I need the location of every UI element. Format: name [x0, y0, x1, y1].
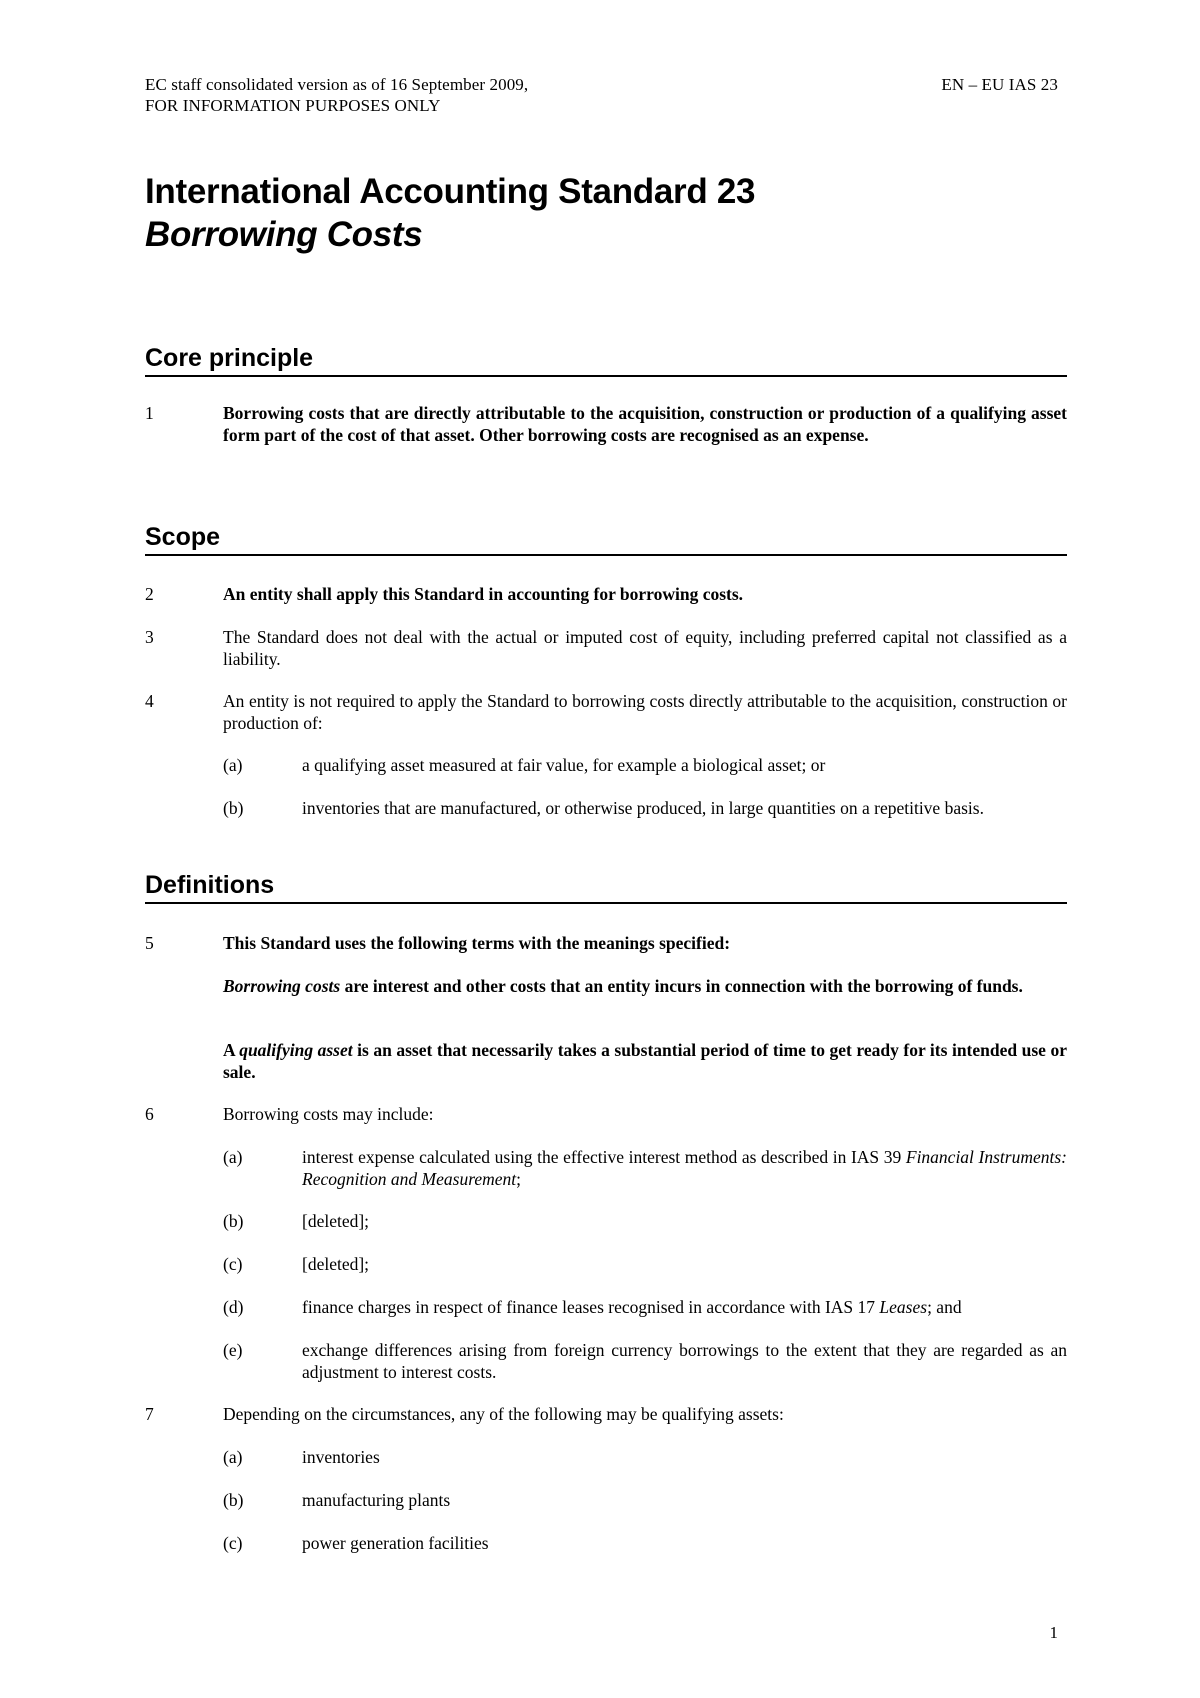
list-item-label: (a)	[223, 1147, 243, 1167]
paragraph-number: 7	[145, 1404, 154, 1424]
paragraph-text: Borrowing costs may include:	[223, 1104, 434, 1124]
referenced-standard-title: Leases	[879, 1297, 928, 1317]
definition-text: are interest and other costs that an entity incurs in connection with the borrowing of funds.	[340, 976, 1023, 996]
definition-qualifying-asset	[145, 1039, 1067, 1083]
paragraph-number: 3	[145, 627, 154, 647]
header-version-line: EC staff consolidated version as of 16 September 2009,	[145, 75, 529, 94]
definition-text: is an asset that necessarily takes a substantial period of time to get ready for its intended use or sale.	[223, 1040, 1067, 1082]
list-item-text: inventories	[302, 1447, 380, 1467]
list-item-text: exchange differences arising from foreign currency borrowings to the extent that they are regarded as an adjustment to interest costs.	[302, 1340, 1067, 1382]
list-item-7b	[223, 1489, 1067, 1511]
list-item-7c	[223, 1532, 1067, 1554]
paragraph-number: 1	[145, 403, 154, 423]
paragraph-text: This Standard uses the following terms with the meanings specified:	[223, 933, 731, 953]
list-item-label: (d)	[223, 1297, 244, 1317]
paragraph-5	[145, 932, 1067, 954]
paragraph-text: Borrowing costs that are directly attributable to the acquisition, construction or production of a qualifying asset form part of the cost of that asset. Other borrowing costs are recognised as an expense.	[223, 403, 1067, 445]
list-item-label: (b)	[223, 798, 244, 818]
paragraph-1	[145, 402, 1067, 446]
section-heading-definitions: Definitions	[145, 870, 1067, 904]
list-item-6e	[223, 1339, 1067, 1383]
paragraph-text: An entity shall apply this Standard in accounting for borrowing costs.	[223, 584, 744, 604]
list-item-text: manufacturing plants	[302, 1490, 451, 1510]
paragraph-2	[145, 583, 1067, 605]
list-item-label: (c)	[223, 1254, 243, 1274]
paragraph-text: An entity is not required to apply the Standard to borrowing costs directly attributable to the acquisition, construction or production of:	[223, 691, 1067, 733]
paragraph-4	[145, 690, 1067, 734]
paragraph-text: Depending on the circumstances, any of the following may be qualifying assets:	[223, 1404, 784, 1424]
header-left	[145, 74, 528, 116]
list-item-text: [deleted];	[302, 1211, 370, 1231]
list-item-label: (e)	[223, 1340, 243, 1360]
definition-prefix: A	[223, 1040, 240, 1060]
page-title	[145, 170, 755, 256]
list-item-text: a qualifying asset measured at fair value, for example a biological asset; or	[302, 755, 826, 775]
paragraph-number: 5	[145, 933, 154, 953]
section-heading-core-principle: Core principle	[145, 343, 1067, 377]
page-number: 1	[1049, 1623, 1058, 1642]
header-info-line: FOR INFORMATION PURPOSES ONLY	[145, 96, 441, 115]
paragraph-7	[145, 1403, 1067, 1425]
defined-term: qualifying asset	[239, 1040, 353, 1060]
list-item-4a	[223, 754, 1067, 776]
list-item-text: power generation facilities	[302, 1533, 489, 1553]
paragraph-number: 2	[145, 584, 154, 604]
paragraph-3	[145, 626, 1067, 670]
list-item-text: [deleted];	[302, 1254, 370, 1274]
list-item-6d: (d) finance charges in respect of finance leases recognised in accordance with IAS 17 Leases; and	[223, 1297, 962, 1317]
list-item-text: finance charges in respect of finance leases recognised in accordance with IAS 17	[302, 1297, 880, 1317]
list-item-7a	[223, 1446, 1067, 1468]
list-item-label: (a)	[223, 755, 243, 775]
section-heading-scope: Scope	[145, 522, 1067, 556]
list-item-text: interest expense calculated using the effective interest method as described in IAS 39	[302, 1147, 906, 1167]
title-subtitle: Borrowing Costs	[145, 215, 423, 254]
header-standard-ref: EN – EU IAS 23	[941, 75, 1058, 94]
list-item-6b	[223, 1210, 1067, 1232]
title-main: International Accounting Standard 23	[145, 172, 756, 211]
definition-borrowing-costs	[145, 975, 1067, 997]
list-item-text: inventories that are manufactured, or otherwise produced, in large quantities on a repetitive basis.	[302, 798, 984, 818]
list-item-6c	[223, 1253, 1067, 1275]
list-item-label: (b)	[223, 1211, 244, 1231]
list-item-label: (c)	[223, 1533, 243, 1553]
paragraph-number: 4	[145, 691, 154, 711]
list-item-label: (a)	[223, 1447, 243, 1467]
list-item-4b	[223, 797, 1067, 819]
defined-term: Borrowing costs	[223, 976, 341, 996]
paragraph-text: The Standard does not deal with the actual or imputed cost of equity, including preferred capital not classified as a liability.	[223, 627, 1067, 669]
paragraph-number: 6	[145, 1104, 154, 1124]
list-item-6a: (a) interest expense calculated using the effective interest method as described in IAS 39 Financial Instruments: Recognition and Measurement;	[223, 1147, 1067, 1189]
referenced-standard-title: Financial Instruments: Recognition and Measurement	[302, 1147, 1067, 1189]
paragraph-6	[145, 1103, 1067, 1125]
list-item-label: (b)	[223, 1490, 244, 1510]
